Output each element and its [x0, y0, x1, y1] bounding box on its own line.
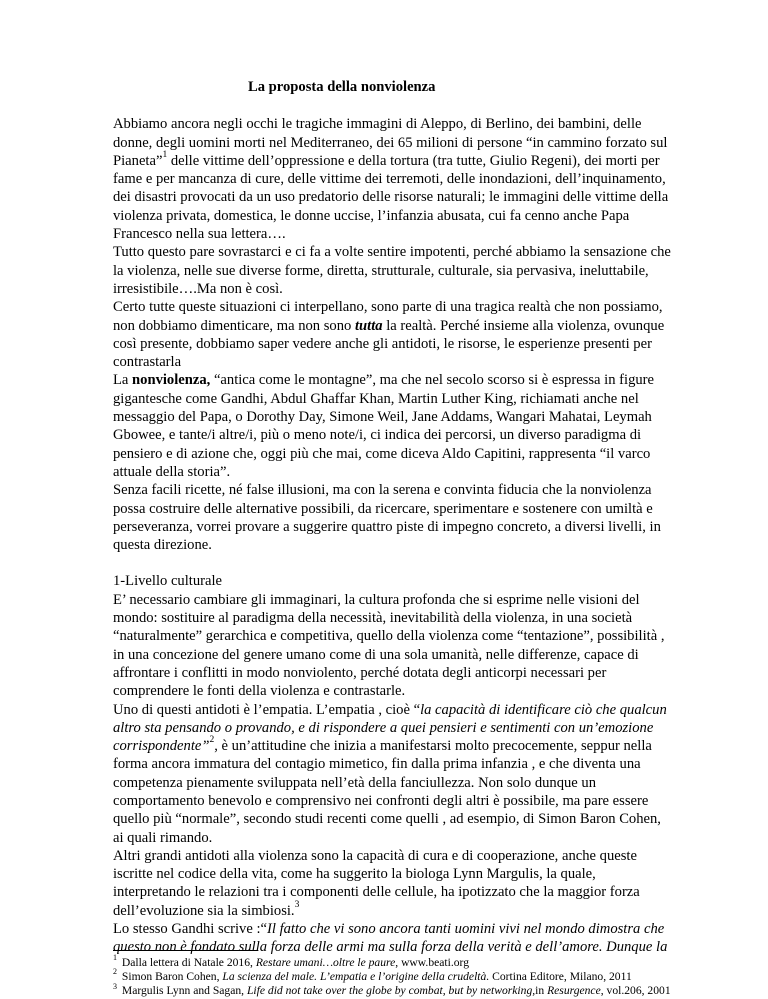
footnote-1: $^1$ Dalla lettera di Natale 2016, Restare umani…oltre le paure, www.beati.org	[113, 953, 469, 969]
section-1-paragraph-3: Altri grandi antidoti alla violenza sono la capacità di cura e di cooperazione, anche queste iscritte nel codice della vita, come ha suggerito la biologa Lynn Margulis, la quale, interpretando le relazioni tra i componenti delle cellule, ha ipotizzato che la maggior forza dell’evoluzione sia la simbiosi.$^3$	[113, 847, 640, 919]
intro-paragraph-3: Certo tutte queste situazioni ci interpellano, sono parte di una tragica realtà che non possiamo, non dobbiamo dimenticare, ma non sono tutta la realtà. Perché insieme alla violenza, ovunque così presente, dobbiamo saper vedere anche gli antidoti, le risorse, le esperienze presenti per contrastarla	[113, 299, 665, 371]
footnote-divider	[113, 950, 258, 951]
footnote-2: $^2$ Simon Baron Cohen, La scienza del male. L’empatia e l’origine della crudeltà. Cortina Editore, Milano, 2011	[113, 967, 632, 984]
intro-paragraph-4: La nonviolenza, “antica come le montagne”, ma che nel secolo scorso si è espressa in figure gigantesche come Gandhi, Abdul Ghaffar Khan, Martin Luther King, richiamati anche nel messaggio del Papa, o Dorothy Day, Simone Weil, Jane Addams, Wangari Mahatai, Leymah Gbowee, e tante/i altre/i, più o meno note/i, ci indica dei percorsi, un diverso paradigma di pensiero e di azione che, oggi più che mai, come diceva Aldo Capitini, rappresenta “il varco attuale della storia”.	[113, 372, 655, 480]
footnotes	[113, 953, 713, 999]
document-page	[113, 78, 673, 957]
document-title: La proposta della nonviolenza	[248, 79, 436, 95]
footnote-ref-2: 2	[209, 735, 215, 746]
section-1-heading: 1-Livello culturale	[113, 573, 223, 590]
empathy-quote: la capacità di identificare ciò che qualcun altro sta pensando o provando, e di rispondere a quei pensieri e sentimenti con un’emozione corrispondente”	[113, 701, 667, 755]
footnote-ref-1: 1	[162, 150, 168, 161]
section-1-paragraph-4: Lo stesso Gandhi scrive :“Il fatto che vi sono ancora tanti uomini vivi nel mondo dimostra che questo non è fondato sulla forza delle armi ma sulla forza della verità e dell’amore. Dunque la	[113, 921, 668, 956]
intro-paragraph-2: Tutto questo pare sovrastarci e ci fa a volte sentire impotenti, perché abbiamo la sensazione che la violenza, nelle sue diverse forme, diretta, strutturale, culturale, sia pervasiva, ineluttabile, irresistibile….Ma non è così.	[113, 244, 671, 297]
gandhi-quote: Il fatto che vi sono ancora tanti uomini vivi nel mondo dimostra che questo non è fondato sulla forza delle armi ma sulla forza della verità e dell’amore. Dunque la	[113, 921, 668, 956]
emphasis-tutta: tutta	[354, 317, 383, 334]
emphasis-nonviolenza: nonviolenza,	[132, 372, 211, 389]
section-1-paragraph-2: Uno di questi antidoti è l’empatia. L’empatia , cioè “la capacità di identificare ciò che qualcun altro sta pensando o provando, e di rispondere a quei pensieri e sentimenti con un’emozione corrispondente”$^2$, è un’attitudine che inizia a manifestarsi molto precocemente, seppur nella forma ancora immatura del contagio mimetico, fin dalla prima infanzia , e che diventa una competenza pienamente sviluppata nell’età della fanciullezza. Non solo dunque un comportamento benevolo e comprensivo nei confronti degli altri è possibile, ma pare essere quello più “normale”, secondo studi recenti come quelli , ad esempio, di Simon Baron Cohen, ai quali rimando.	[113, 701, 667, 846]
footnote-3: $^3$ Margulis Lynn and Sagan, Life did not take over the globe by combat, but by networking,in Resurgence, vol.206, 2001	[113, 981, 671, 998]
section-1-paragraph-1: E’ necessario cambiare gli immaginari, la cultura profonda che si esprime nelle visioni del mondo: sostituire al paradigma della necessità, inevitabilità della violenza, in una società “naturalmente” gerarchica e competitiva, quello della violenza come “tentazione”, possibilità , in una concezione del genere umano come di una sola umanità, nelle differenze, capace di affrontare i conflitti in modo nonviolento, perché dotata degli anticorpi necessari per comprendere le fonti della violenza e contrastarle.	[113, 591, 665, 700]
intro-paragraph-1: Abbiamo ancora negli occhi le tragiche immagini di Aleppo, di Berlino, dei bambini, delle donne, degli uomini morti nel Mediterraneo, dei 65 milioni di persone “in cammino forzato sul Pianeta”$^1$ delle vittime dell’oppressione e della tortura (tra tutte, Giulio Regeni), dei morti per fame e per mancanza di cure, delle vittime dei terremoti, delle inondazioni, dell’inquinamento, dei disastri provocati da un uso predatorio delle risorse naturali; le immagini delle vittime della violenza privata, domestica, le donne uccise, l’infanzia abusata, cui fa cenno anche Papa Francesco nella sua lettera….	[113, 116, 669, 243]
footnote-ref-3: 3	[294, 899, 300, 910]
intro-paragraph-5: Senza facili ricette, né false illusioni, ma con la serena e convinta fiducia che la nonviolenza possa costruire delle alternative possibili, da ricercare, sperimentare e sostenere con umiltà e perseveranza, vorrei provare a suggerire quattro piste di impegno concreto, a diversi livelli, in questa direzione.	[113, 482, 661, 554]
